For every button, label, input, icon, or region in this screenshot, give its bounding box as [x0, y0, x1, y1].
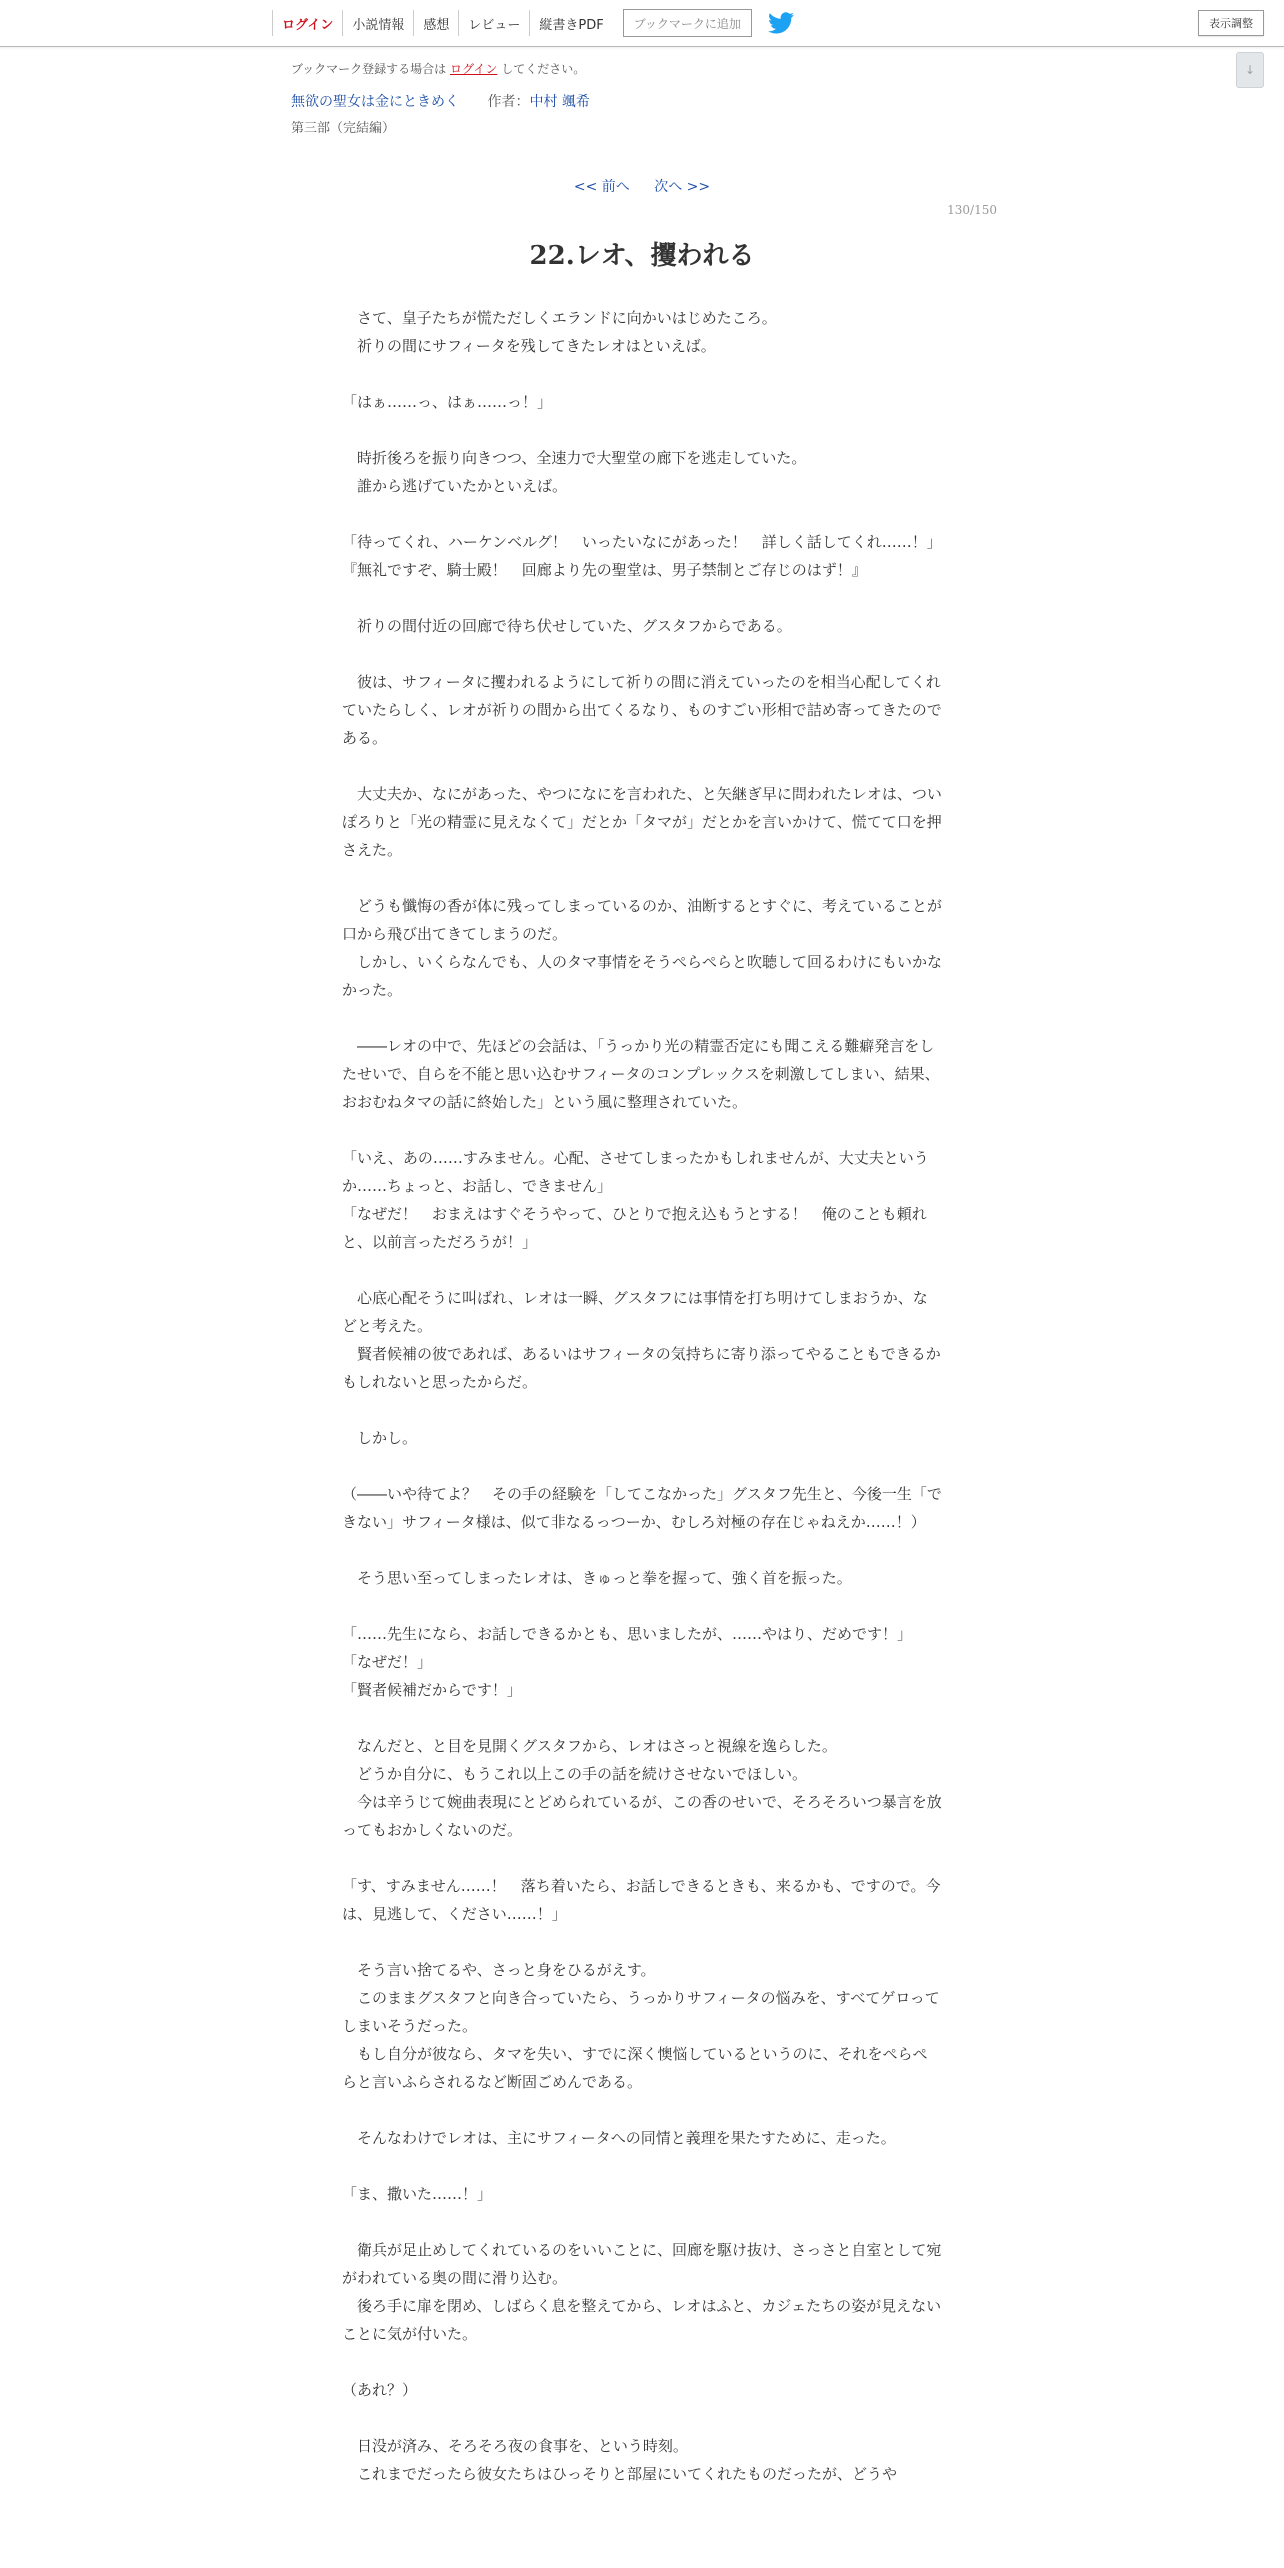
- body-line: 時折後ろを振り向きつつ、全速力で大聖堂の廊下を逃走していた。: [342, 449, 807, 467]
- body-line: 今は辛うじて婉曲表現にとどめられているが、この香のせいで、そろそろいつ暴言を放ってもおかしくないのだ。: [342, 1793, 942, 1839]
- login-note-suffix: してください。: [501, 62, 586, 76]
- author-label: 作者：: [487, 94, 530, 110]
- body-line: しかし。: [342, 1429, 418, 1447]
- body-line: [342, 1704, 942, 1732]
- nav-menu: [272, 0, 794, 46]
- body-line: このままグスタフと向き合っていたら、うっかりサフィータの悩みを、すべてゲロってしまいそうだった。: [342, 1989, 940, 2035]
- body-line: [342, 1004, 942, 1032]
- body-line: [342, 2096, 942, 2124]
- body-line: [342, 640, 942, 668]
- body-line: [342, 1592, 942, 1620]
- bookmark-login-note: [291, 60, 1001, 77]
- body-line: 心底心配そうに叫ばれ、レオは一瞬、グスタフには事情を打ち明けてしまおうか、などと考えた。: [342, 1289, 928, 1335]
- body-line: [342, 1116, 942, 1144]
- twitter-icon[interactable]: [768, 12, 794, 34]
- display-adjust-button[interactable]: 表示調整: [1198, 10, 1264, 36]
- login-note-prefix: ブックマーク登録する場合は: [291, 62, 447, 76]
- body-line: 「ま、撒いた……！」: [342, 2185, 493, 2203]
- body-line: [342, 2348, 942, 2376]
- body-line: もし自分が彼なら、タマを失い、すでに深く懊悩しているというのに、それをぺらぺらと言いふらされるなど断固ごめんである。: [342, 2045, 928, 2091]
- body-line: 後ろ手に扉を閉め、しばらく息を整えてから、レオはふと、カジェたちの姿が見えないことに気が付いた。: [342, 2297, 942, 2343]
- body-line: （――いや待てよ？ その手の経験を「してこなかった」グスタフ先生と、今後一生「できない」サフィータ様は、似て非なるっつーか、むしろ対極の存在じゃねえか……！）: [342, 1485, 942, 1531]
- body-line: 賢者候補の彼であれば、あるいはサフィータの気持ちに寄り添ってやることもできるかもしれないと思ったからだ。: [342, 1345, 941, 1391]
- body-line: なんだと、と目を見開くグスタフから、レオはさっと視線を逸らした。: [342, 1737, 837, 1755]
- body-line: さて、皇子たちが慌ただしくエランドに向かいはじめたころ。: [342, 309, 777, 327]
- body-line: 「す、すみません……！ 落ち着いたら、お話しできるときも、来るかも、ですので。今は、見逃して、ください……！」: [342, 1877, 941, 1923]
- login-note-link[interactable]: ログイン: [450, 62, 498, 76]
- body-line: [342, 864, 942, 892]
- body-line: 衛兵が足止めしてくれているのをいいことに、回廊を駆け抜け、さっさと自室として宛がわれている奥の間に滑り込む。: [342, 2241, 942, 2287]
- body-line: 祈りの間にサフィータを残してきたレオはといえば。: [342, 337, 716, 355]
- body-line: どうか自分に、もうこれ以上この手の話を続けさせないでほしい。: [342, 1765, 808, 1783]
- novel-info: [291, 60, 1001, 136]
- body-line: 「いえ、あの……すみません。心配、させてしまったかもしれませんが、大丈夫というか……ちょっと、お話し、できません」: [342, 1149, 929, 1195]
- body-line: 祈りの間付近の回廊で待ち伏せしていた、グスタフからである。: [342, 617, 792, 635]
- body-line: 『無礼ですぞ、騎士殿！ 回廊より先の聖堂は、男子禁制とご存じのはず！』: [342, 561, 867, 579]
- body-line: しかし、いくらなんでも、人のタマ事情をそうぺらぺらと吹聴して回るわけにもいかなかった。: [342, 953, 943, 999]
- body-line: [342, 360, 942, 388]
- body-line: 「はぁ……っ、はぁ……っ！」: [342, 393, 553, 411]
- novel-title-link[interactable]: 無欲の聖女は金にときめく: [291, 94, 459, 110]
- chapter-title: 第三部（完結編）: [291, 121, 396, 136]
- body-line: （あれ？）: [342, 2381, 418, 2399]
- body-line: ――レオの中で、先ほどの会話は、「うっかり光の精霊否定にも聞こえる難癖発言をしたせいで、自らを不能と思い込むサフィータのコンプレックスを刺激してしまい、結果、おおむねタマの話に終始した」という風に整理されていた。: [342, 1037, 940, 1111]
- body-line: [342, 2208, 942, 2236]
- nav-vertical-pdf-link[interactable]: 縦書きPDF: [529, 10, 612, 36]
- body-line: 日没が済み、そろそろ夜の食事を、という時刻。: [342, 2437, 688, 2455]
- nav-novel-info-link[interactable]: 小説情報: [342, 10, 413, 36]
- body-line: 「なぜだ！」: [342, 1653, 433, 1671]
- nav-login-link[interactable]: ログイン: [272, 10, 342, 36]
- body-line: 「……先生になら、お話しできるかとも、思いましたが、……やはり、だめです！」: [342, 1625, 913, 1643]
- body-line: [342, 416, 942, 444]
- novel-body-text: [342, 304, 942, 2488]
- body-line: [342, 1452, 942, 1480]
- author-name-link[interactable]: 中村 颯希: [529, 94, 590, 110]
- body-line: [342, 2152, 942, 2180]
- body-line: [342, 500, 942, 528]
- body-line: 大丈夫か、なにがあった、やつになにを言われた、と矢継ぎ早に問われたレオは、ついぽろりと「光の精霊に見えなくて」だとか「タマが」だとかを言いかけて、慌てて口を押さえた。: [342, 785, 942, 859]
- title-author-row: [291, 91, 1001, 111]
- body-line: そう思い至ってしまったレオは、きゅっと拳を握って、強く首を振った。: [342, 1569, 852, 1587]
- episode-pager: [0, 176, 1284, 196]
- body-line: そんなわけでレオは、主にサフィータへの同情と義理を果たすために、走った。: [342, 2129, 896, 2147]
- body-line: 誰から逃げていたかといえば。: [342, 477, 568, 495]
- body-line: [342, 584, 942, 612]
- body-line: 「賢者候補だからです！」: [342, 1681, 522, 1699]
- episode-count: 130/150: [947, 203, 997, 217]
- add-bookmark-button[interactable]: ブックマークに追加: [623, 9, 752, 37]
- prev-episode-link[interactable]: << 前へ: [573, 179, 630, 195]
- nav-review-link[interactable]: レビュー: [458, 10, 529, 36]
- body-line: 彼は、サフィータに攫われるようにして祈りの間に消えていったのを相当心配してくれていたらしく、レオが祈りの間から出てくるなり、ものすごい形相で詰め寄ってきたのである。: [342, 673, 942, 747]
- next-episode-link[interactable]: 次へ >>: [654, 179, 711, 195]
- body-line: [342, 1928, 942, 1956]
- body-line: 「待ってくれ、ハーケンベルグ！ いったいなにがあった！ 詳しく話してくれ……！」: [342, 533, 942, 551]
- body-line: [342, 1844, 942, 1872]
- top-navigation-bar: [0, 0, 1284, 47]
- body-line: [342, 1396, 942, 1424]
- body-line: どうも懺悔の香が体に残ってしまっているのか、油断するとすぐに、考えていることが口から飛び出てきてしまうのだ。: [342, 897, 943, 943]
- body-line: 「なぜだ！ おまえはすぐそうやって、ひとりで抱え込もうとする！ 俺のことも頼れと、以前言っただろうが！」: [342, 1205, 927, 1251]
- body-line: [342, 2404, 942, 2432]
- body-line: [342, 1536, 942, 1564]
- body-line: [342, 1256, 942, 1284]
- body-line: これまでだったら彼女たちはひっそりと部屋にいてくれたものだったが、どうや: [342, 2465, 898, 2483]
- nav-impressions-link[interactable]: 感想: [413, 10, 458, 36]
- episode-title: 22.レオ、攫われる: [529, 241, 755, 271]
- scroll-down-button[interactable]: ↓: [1236, 52, 1264, 88]
- body-line: そう言い捨てるや、さっと身をひるがえす。: [342, 1961, 656, 1979]
- body-line: [342, 752, 942, 780]
